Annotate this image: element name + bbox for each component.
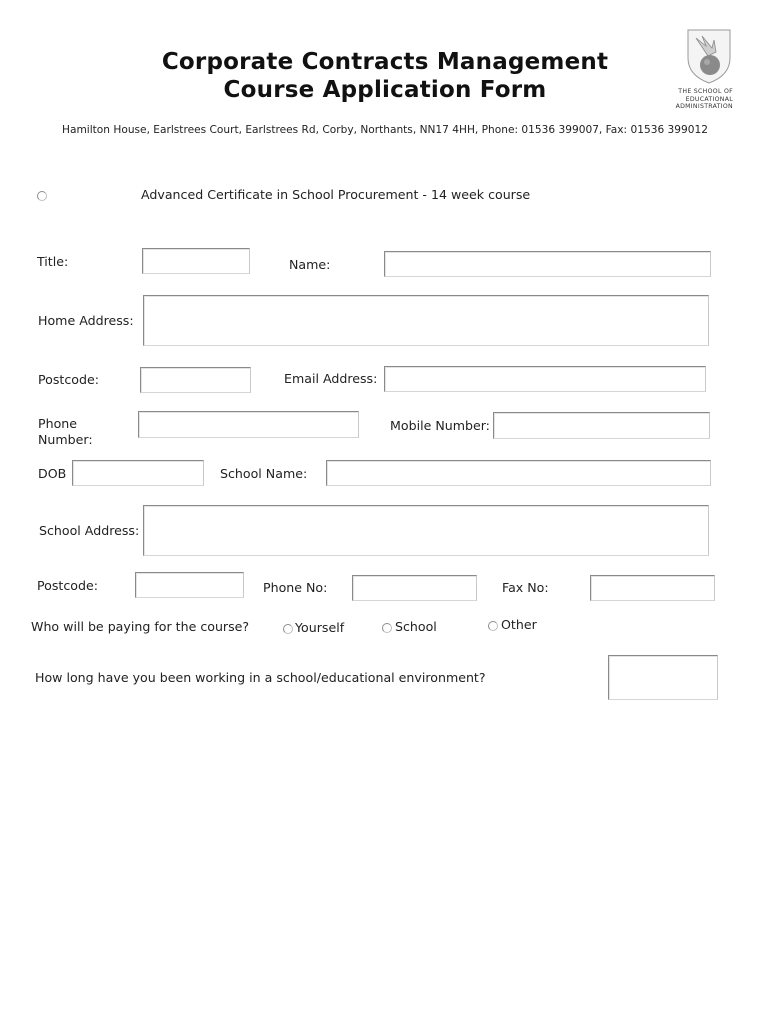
course-radio[interactable] — [37, 191, 47, 201]
postcode-input[interactable] — [140, 367, 251, 393]
home-address-input[interactable] — [143, 295, 709, 346]
paying-school-radio[interactable] — [382, 623, 392, 633]
logo-text-line2: EDUCATIONAL — [685, 95, 733, 103]
contact-address: Hamilton House, Earlstrees Court, Earlstrees Rd, Corby, Northants, NN17 4HH, Phone: 01536 399007, Fax: 01536 399012 — [61, 124, 708, 136]
fax-input[interactable] — [590, 575, 715, 601]
school-name-label: School Name: — [220, 466, 308, 481]
paying-question: Who will be paying for the course? — [31, 619, 250, 634]
paying-yourself-radio[interactable] — [283, 624, 293, 634]
experience-input[interactable] — [608, 655, 718, 700]
postcode-label: Postcode: — [38, 372, 99, 387]
form-title-line2: Course Application Form — [223, 77, 547, 103]
dob-input[interactable] — [72, 460, 204, 486]
email-input[interactable] — [384, 366, 706, 392]
paying-school-label: School — [395, 619, 437, 634]
phone-input[interactable] — [138, 411, 359, 438]
home-address-label: Home Address: — [38, 313, 134, 328]
mobile-label: Mobile Number: — [390, 418, 490, 433]
course-option-label: Advanced Certificate in School Procurement - 14 week course — [141, 187, 531, 202]
paying-other-label: Other — [501, 617, 537, 632]
form-title-line1: Corporate Contracts Management — [161, 49, 609, 75]
logo-text-line3: ADMINISTRATION — [675, 103, 733, 110]
school-postcode-label: Postcode: — [37, 578, 98, 593]
title-label: Title: — [37, 254, 69, 269]
school-name-input[interactable] — [326, 460, 711, 486]
school-postcode-input[interactable] — [135, 572, 244, 598]
mobile-input[interactable] — [493, 412, 710, 439]
paying-other-radio[interactable] — [488, 621, 498, 631]
school-crest-icon — [686, 28, 732, 84]
school-phone-label: Phone No: — [263, 580, 328, 595]
logo-text-line1: THE SCHOOL OF — [678, 88, 733, 95]
email-label: Email Address: — [284, 371, 378, 386]
title-input[interactable] — [142, 248, 250, 274]
paying-yourself-label: Yourself — [295, 620, 345, 635]
name-input[interactable] — [384, 251, 711, 277]
phone-label-line2: Number: — [38, 432, 93, 447]
school-phone-input[interactable] — [352, 575, 477, 601]
phone-label-line1: Phone — [38, 416, 78, 431]
school-address-input[interactable] — [143, 505, 709, 556]
experience-question: How long have you been working in a school/educational environment? — [35, 670, 486, 685]
name-label: Name: — [289, 257, 331, 272]
dob-label: DOB — [38, 466, 67, 481]
fax-label: Fax No: — [502, 580, 549, 595]
school-address-label: School Address: — [39, 523, 140, 538]
